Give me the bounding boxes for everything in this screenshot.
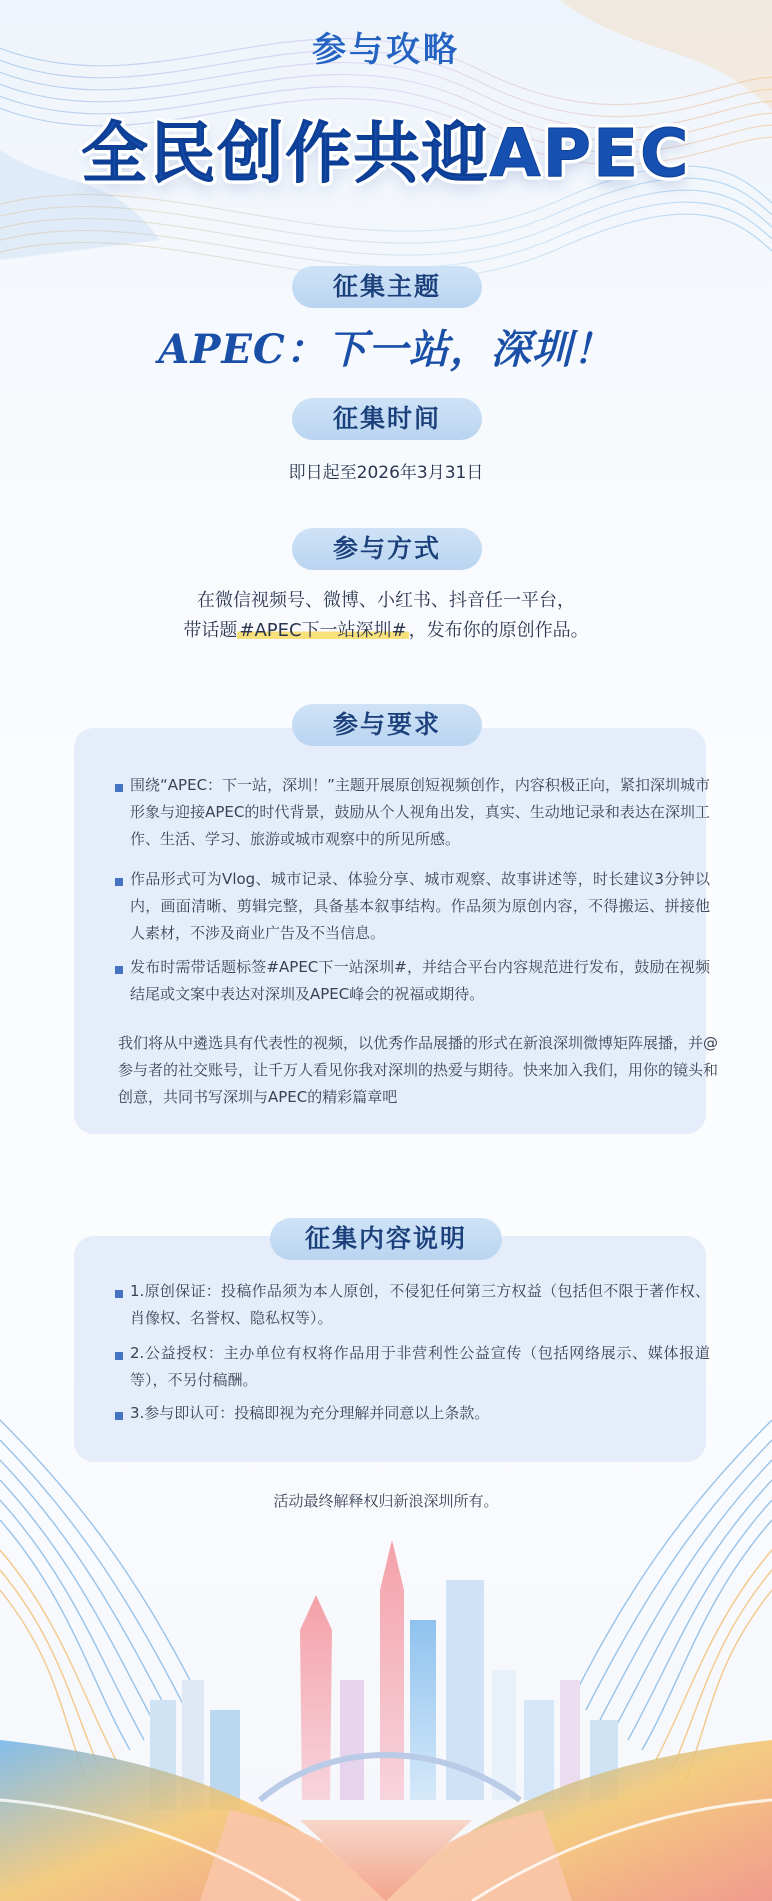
section-label-period: 征集时间	[292, 398, 482, 440]
footer-note: 活动最终解释权归新浪深圳所有。	[273, 1492, 499, 1510]
note-item-1: 1.原创保证：投稿作品须为本人原创，不侵犯任何第三方权益（包括但不限于著作权、肖像权、名誉权、隐私权等）。	[130, 1282, 710, 1327]
section-label-method: 参与方式	[292, 528, 482, 570]
section-label-requirements: 参与要求	[292, 704, 482, 746]
method-line-2-suffix: ，发布你的原创作品。	[408, 620, 589, 641]
poster-subtitle: 参与攻略	[312, 30, 460, 70]
theme-slogan: APEC：下一站，深圳！	[158, 326, 614, 373]
method-line-2-prefix: 带话题	[183, 620, 238, 641]
period-text: 即日起至2026年3月31日	[288, 463, 484, 483]
note-item-2: 2.公益授权：主办单位有权将作品用于非营利性公益宣传（包括网络展示、媒体报道等），不另付稿酬。	[130, 1344, 710, 1389]
note-bullet-icon	[115, 1352, 123, 1360]
requirement-item-1: 围绕“APEC：下一站，深圳！”主题开展原创短视频创作，内容积极正向，紧扣深圳城市形象与迎接APEC的时代背景，鼓励从个人视角出发，真实、生动地记录和表达在深圳工作、生活、学习、旅游或城市观察中的所见所感。	[130, 776, 710, 848]
requirement-bullet-icon	[115, 966, 123, 974]
note-item-3: 3.参与即认可：投稿即视为充分理解并同意以上条款。	[130, 1404, 490, 1422]
requirement-bullet-icon	[115, 784, 123, 792]
requirement-bullet-icon	[115, 878, 123, 886]
topic-hashtag: #APEC下一站深圳#	[239, 620, 407, 641]
section-label-theme: 征集主题	[292, 266, 482, 308]
requirement-item-3: 发布时需带话题标签#APEC下一站深圳#，并结合平台内容规范进行发布，鼓励在视频结尾或文案中表达对深圳及APEC峰会的祝福或期待。	[130, 958, 710, 1003]
method-line-1: 在微信视频号、微博、小红书、抖音任一平台，	[197, 590, 575, 611]
requirement-item-2: 作品形式可为Vlog、城市记录、体验分享、城市观察、故事讲述等，时长建议3分钟以内，画面清晰、剪辑完整，具备基本叙事结构。作品须为原创内容，不得搬运、拼接他人素材，不涉及商业广告及不当信息。	[130, 870, 710, 942]
poster-title: 全民创作共迎APEC	[81, 115, 691, 192]
note-bullet-icon	[115, 1290, 123, 1298]
method-line-2	[0, 616, 772, 646]
requirements-closing: 我们将从中遴选具有代表性的视频，以优秀作品展播的形式在新浪深圳微博矩阵展播，并@参与者的社交账号，让千万人看见你我对深圳的热爱与期待。快来加入我们，用你的镜头和创意，共同书写深圳与APEC的精彩篇章吧	[118, 1034, 719, 1106]
section-label-notes: 征集内容说明	[270, 1218, 502, 1260]
note-bullet-icon	[115, 1412, 123, 1420]
